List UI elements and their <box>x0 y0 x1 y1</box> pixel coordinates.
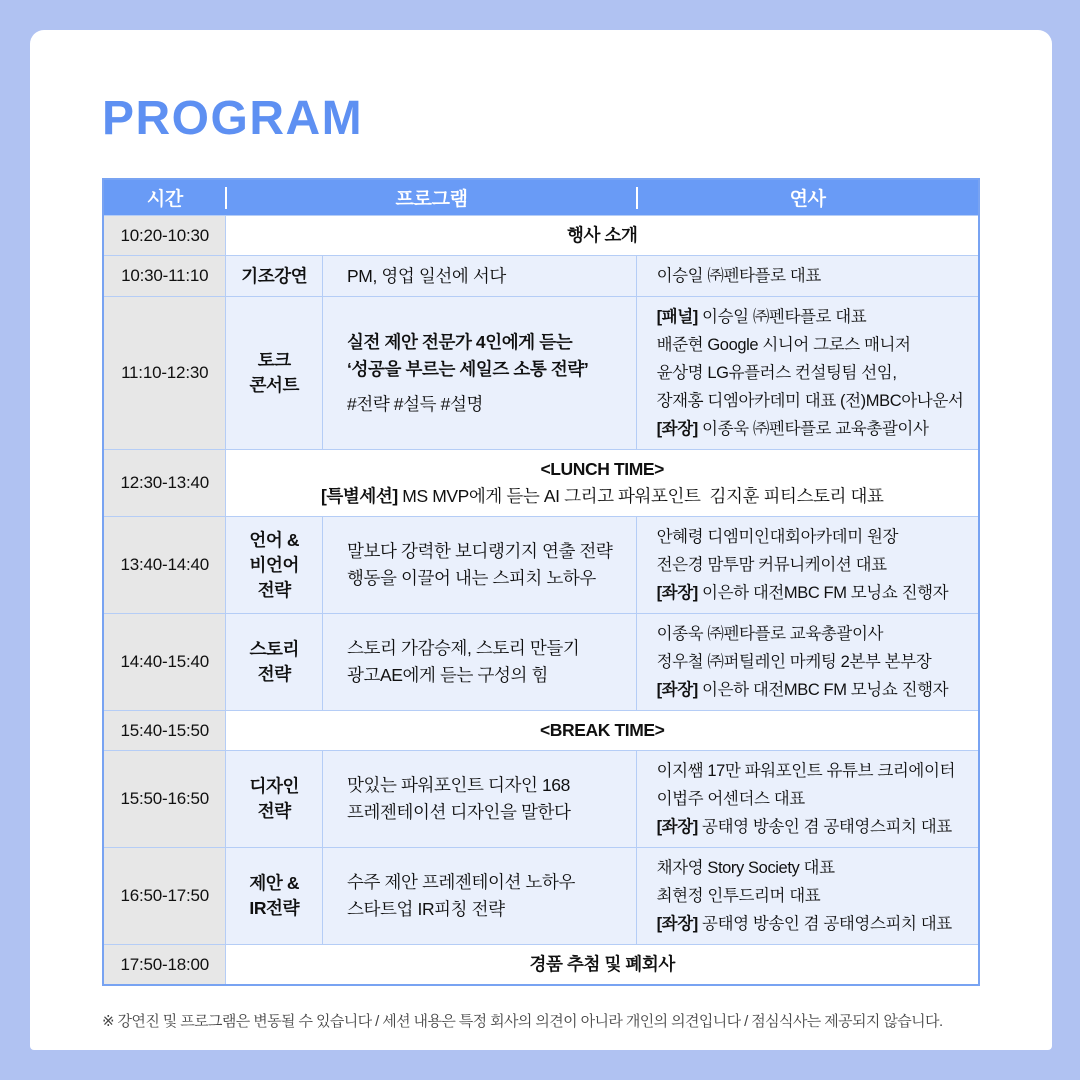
table-row <box>104 750 978 847</box>
session-label-line: IR전략 <box>249 898 300 919</box>
program-cell <box>322 256 636 296</box>
speaker-line: 배준현 Google 시니어 그로스 매니저 <box>656 336 911 355</box>
program-line: PM, 영업 일선에 서다 <box>347 265 506 286</box>
span-line: 행사 소개 <box>566 225 638 246</box>
time-cell: 15:40-15:50 <box>104 711 225 750</box>
speaker-cell <box>636 848 978 944</box>
program-card <box>30 30 1052 1050</box>
program-line: 실전 제안 전문가 4인에게 듣는 <box>347 331 573 352</box>
table-row <box>104 215 978 255</box>
time-cell: 16:50-17:50 <box>104 848 225 944</box>
program-line: 수주 제안 프레젠테이션 노하우 <box>347 872 575 893</box>
speaker-line: [좌장] 공태영 방송인 겸 공태영스피치 대표 <box>656 818 952 837</box>
time-cell: 10:30-11:10 <box>104 256 225 296</box>
speaker-line: [좌장] 이종욱 ㈜펜타플로 교육총괄이사 <box>656 420 929 439</box>
footnote: ※ 강연진 및 프로그램은 변동될 수 있습니다 / 세션 내용은 특정 회사의 의견이 아니라 개인의 의견입니다 / 점심식사는 제공되지 않습니다. <box>102 1013 943 1031</box>
time-cell: 11:10-12:30 <box>104 297 225 449</box>
speaker-line: 전은경 맘투맘 커뮤니케이션 대표 <box>656 556 887 575</box>
session-label-line: 전략 <box>257 579 291 600</box>
speaker-line: 안혜령 디엠미인대회아카데미 원장 <box>656 528 899 547</box>
session-label-line: 토크 <box>257 350 291 371</box>
span-cell <box>225 711 978 750</box>
session-label-line: 기조강연 <box>241 265 308 286</box>
session-label-line: 비언어 <box>249 554 299 575</box>
speaker-line: 최현정 인투드리머 대표 <box>656 887 821 906</box>
table-row <box>104 516 978 613</box>
span-line: 경품 추첨 및 폐회사 <box>529 954 675 975</box>
table-header-row <box>104 180 978 215</box>
speaker-line: [좌장] 이은하 대전MBC FM 모닝쇼 진행자 <box>656 584 949 603</box>
program-line: #전략 #설득 #설명 <box>347 393 483 414</box>
speaker-line: 이승일 ㈜펜타플로 대표 <box>656 267 821 286</box>
time-cell: 14:40-15:40 <box>104 614 225 710</box>
time-cell: 10:20-10:30 <box>104 216 225 255</box>
time-cell: 17:50-18:00 <box>104 945 225 984</box>
speaker-cell <box>636 517 978 613</box>
table-row <box>104 613 978 710</box>
table-row <box>104 710 978 750</box>
session-label <box>225 517 322 613</box>
span-line: <LUNCH TIME> <box>540 459 664 480</box>
speaker-line: 장재홍 디엠아카데미 대표 (전)MBC아나운서 <box>656 392 964 411</box>
session-label-line: 언어 & <box>249 529 300 550</box>
speaker-cell <box>636 614 978 710</box>
table-row <box>104 449 978 516</box>
program-cell <box>322 517 636 613</box>
session-label-line: 스토리 <box>249 639 299 660</box>
speaker-line: [패널] 이승일 ㈜펜타플로 대표 <box>656 308 867 327</box>
span-cell <box>225 945 978 984</box>
session-label <box>225 297 322 449</box>
session-label <box>225 614 322 710</box>
header-speaker: 연사 <box>637 180 978 215</box>
session-label-line: 전략 <box>257 801 291 822</box>
program-table <box>102 178 980 986</box>
header-time: 시간 <box>146 189 183 211</box>
program-cell <box>322 848 636 944</box>
table-row <box>104 296 978 449</box>
speaker-line: [좌장] 이은하 대전MBC FM 모닝쇼 진행자 <box>656 681 949 700</box>
program-cell <box>322 614 636 710</box>
time-cell: 12:30-13:40 <box>104 450 225 516</box>
session-label <box>225 751 322 847</box>
program-line: 프레젠테이션 디자인을 말한다 <box>347 802 571 823</box>
speaker-line: [좌장] 공태영 방송인 겸 공태영스피치 대표 <box>656 915 952 934</box>
table-row <box>104 255 978 296</box>
speaker-line: 이법주 어센더스 대표 <box>656 790 805 809</box>
page-title: PROGRAM <box>102 92 364 145</box>
session-label-line: 제안 & <box>249 873 300 894</box>
time-cell: 15:50-16:50 <box>104 751 225 847</box>
table-row <box>104 944 978 984</box>
speaker-line: 정우철 ㈜퍼틸레인 마케팅 2본부 본부장 <box>656 653 932 672</box>
span-cell <box>225 216 978 255</box>
session-label-line: 디자인 <box>249 776 299 797</box>
speaker-line: 채자영 Story Society 대표 <box>656 859 835 878</box>
program-line: 행동을 이끌어 내는 스피치 노하우 <box>347 568 596 589</box>
program-cell <box>322 297 636 449</box>
program-line: 맛있는 파워포인트 디자인 168 <box>347 775 570 796</box>
speaker-cell <box>636 256 978 296</box>
program-line: 광고AE에게 듣는 구성의 힘 <box>347 665 548 686</box>
program-line: ‘성공을 부르는 세일즈 소통 전략’ <box>347 358 589 379</box>
time-cell: 13:40-14:40 <box>104 517 225 613</box>
program-cell <box>322 751 636 847</box>
program-line: 스토리 가감승제, 스토리 만들기 <box>347 638 580 659</box>
session-label <box>225 256 322 296</box>
table-row <box>104 847 978 944</box>
table-body <box>104 215 978 984</box>
span-line: [특별세션] MS MVP에게 듣는 AI 그리고 파워포인트 김지훈 피티스토리 대표 <box>320 486 884 507</box>
speaker-cell <box>636 297 978 449</box>
program-line: 말보다 강력한 보디랭기지 연출 전략 <box>347 541 613 562</box>
program-line: 스타트업 IR피칭 전략 <box>347 899 505 920</box>
span-cell <box>225 450 978 516</box>
session-label-line: 전략 <box>257 664 291 685</box>
session-label <box>225 848 322 944</box>
session-label-line: 콘서트 <box>249 375 299 396</box>
speaker-line: 이지쌤 17만 파워포인트 유튜브 크리에이터 <box>656 762 956 781</box>
speaker-line: 윤상명 LG유플러스 컨설팅팀 선임, <box>656 364 897 383</box>
header-program: 프로그램 <box>226 180 638 215</box>
span-line: <BREAK TIME> <box>539 720 665 741</box>
speaker-cell <box>636 751 978 847</box>
speaker-line: 이종욱 ㈜펜타플로 교육총괄이사 <box>656 625 884 644</box>
